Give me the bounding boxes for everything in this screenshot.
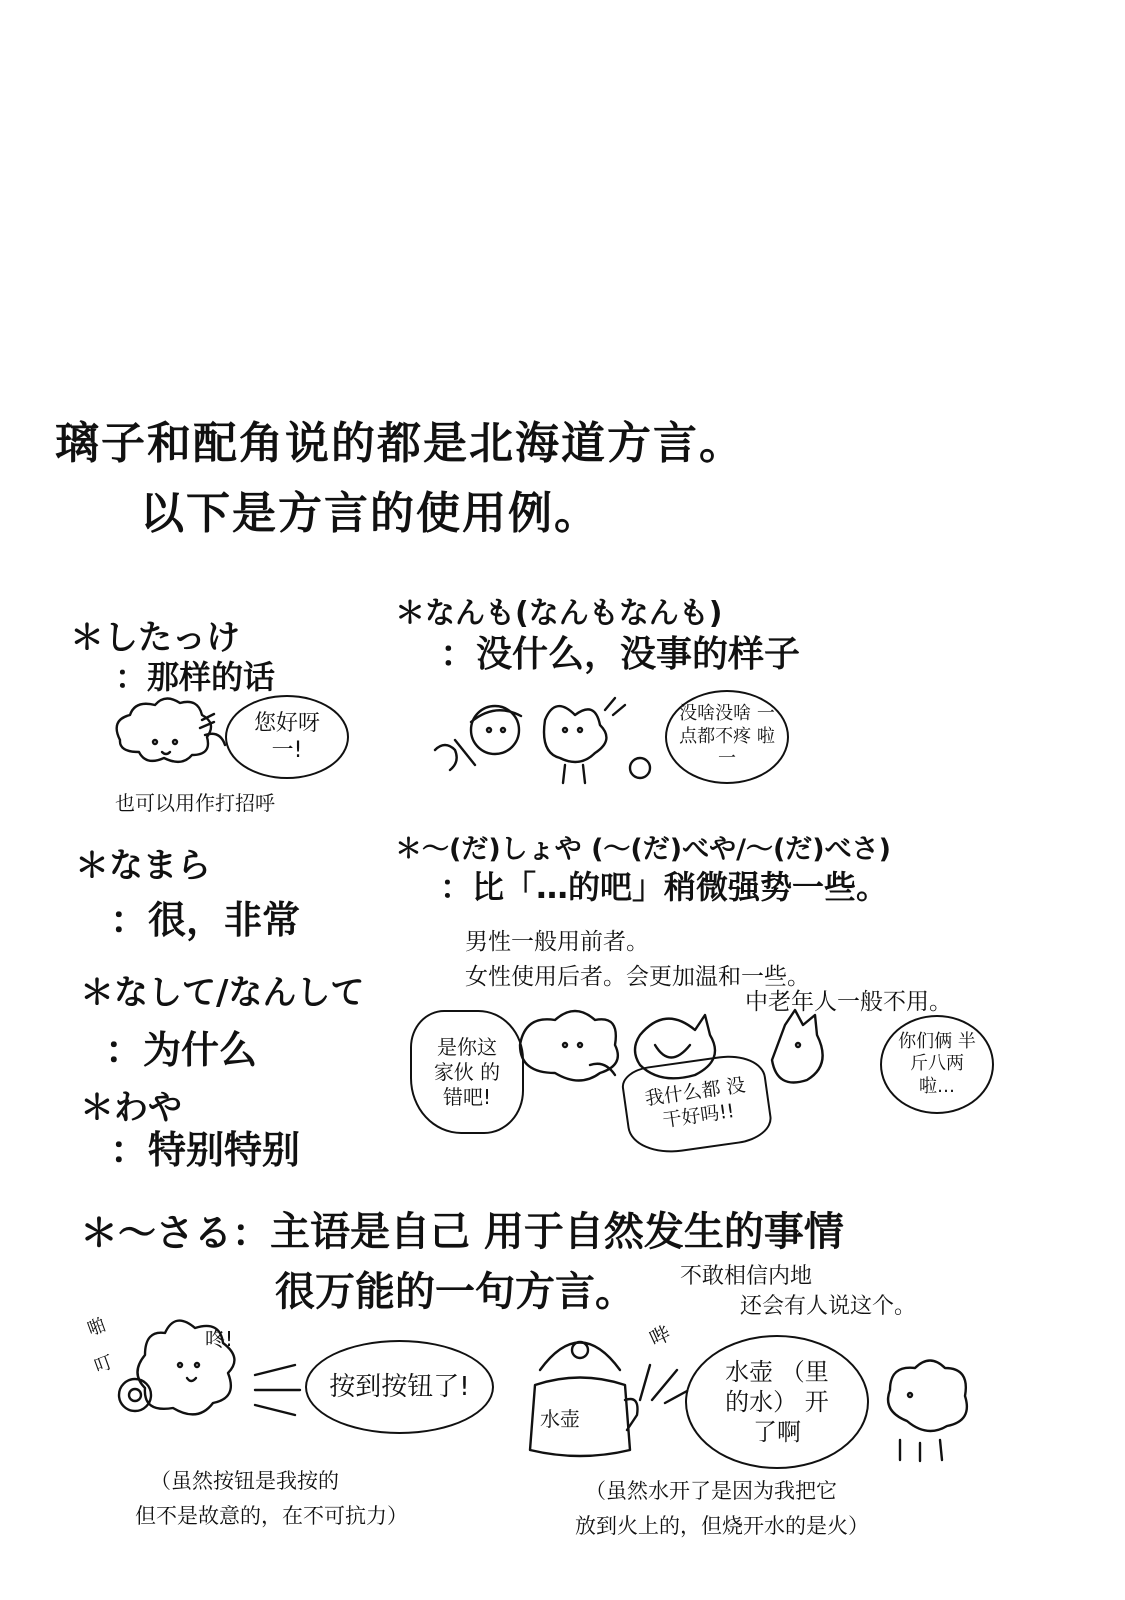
both-bubble [880, 1015, 994, 1114]
baseball-characters-doodle [425, 690, 665, 785]
button-bubble [305, 1340, 494, 1434]
note-shitakke: 也可以用作打招呼 [115, 791, 275, 815]
term-namara: ＊なまら [75, 846, 211, 886]
caption-kettle-1: （虽然水开了是因为我把它 [585, 1479, 837, 1503]
aside-saru-2: 还会有人说这个。 [740, 1294, 917, 1319]
definition-namara: ：很，非常 [110, 898, 301, 942]
both-bubble-text: 你们俩 半斤八两 啦… [898, 1030, 976, 1097]
heading-line-2: 以下是方言的使用例。 [140, 488, 600, 539]
definition-nashite: ：为什么 [105, 1028, 258, 1072]
innocent-bubble [620, 1050, 775, 1158]
blame-bubble [410, 1010, 524, 1134]
note-shoya-2: 女性使用后者。会更加温和一些。 [465, 964, 810, 990]
note-shoya-1: 男性一般用前者。 [465, 929, 649, 955]
definition-saru-2: 很万能的一句方言。 [275, 1269, 635, 1315]
sfx-ding: 叮 [91, 1351, 116, 1378]
definition-shoya: ：比「…的吧」稍微强势一些。 [440, 868, 889, 906]
caption-kettle-2: 放到火上的，但烧开水的是火） [575, 1514, 869, 1538]
sheep-character-doodle [100, 700, 230, 780]
blame-bubble-text: 是你这 家伙 的错吧! [433, 1034, 501, 1109]
kettle-doodle [520, 1325, 640, 1465]
sfx-beep: 哔 [645, 1320, 675, 1352]
greeting-bubble-text: 您好呀 一! [253, 710, 320, 763]
heading-line-1: 璃子和配角说的都是北海道方言。 [55, 418, 745, 469]
definition-waya: ：特别特别 [110, 1128, 301, 1172]
greeting-bubble [225, 695, 349, 779]
sfx-pa: 啪 [84, 1314, 109, 1341]
definition-saru: 主语是自己 用于自然发生的事情 [270, 1209, 844, 1255]
term-nanmo: ＊なんも(なんもなんも) [395, 596, 723, 631]
kettle-label: 水壶 [540, 1407, 580, 1431]
definition-nanmo: ：没什么，没事的样子 [440, 634, 801, 675]
steam-lines-doodle [630, 1345, 690, 1405]
caption-button-2: 但不是故意的，在不可抗力） [135, 1504, 408, 1528]
term-shoya: ＊〜(だ)しょや (〜(だ)べや/〜(だ)べさ) [395, 834, 891, 865]
definition-shitakke: ：那样的话 [115, 658, 276, 696]
sfx-dong: 咚! [205, 1327, 234, 1351]
aside-saru-1: 不敢相信内地 [680, 1264, 813, 1289]
watching-character-doodle [875, 1355, 975, 1465]
term-waya: ＊わや [80, 1088, 182, 1128]
nanmo-bubble [665, 690, 789, 784]
caption-button-1: （虽然按钮是我按的 [150, 1469, 339, 1493]
term-nashite: ＊なして/なんして [80, 973, 365, 1013]
nanmo-bubble-text: 没啥没啥 一点都不疼 啦一 [679, 703, 775, 770]
note-shoya-3: 中老年人一般不用。 [745, 989, 952, 1015]
term-shitakke: ＊したっけ [70, 618, 240, 658]
button-bubble-text: 按到按钮了! [329, 1371, 470, 1402]
kettle-bubble [685, 1335, 869, 1469]
term-saru: ＊〜さる： [80, 1211, 271, 1255]
kettle-bubble-text: 水壶 （里的水） 开了啊 [725, 1358, 829, 1446]
innocent-bubble-text: 我什么都 没干好吗!! [643, 1073, 747, 1132]
button-pressing-sheep-doodle [105, 1310, 315, 1430]
